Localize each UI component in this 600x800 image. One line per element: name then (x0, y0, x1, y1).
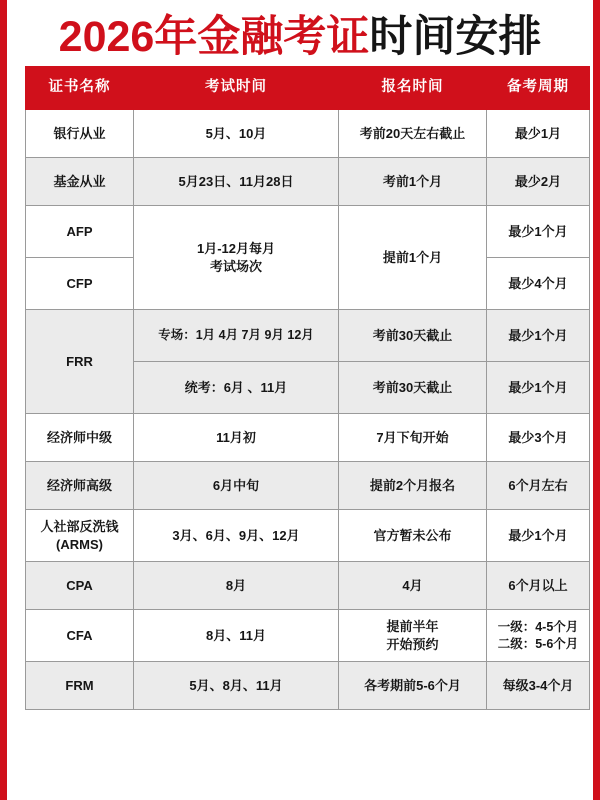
prep-period: 最少1个月 (487, 362, 590, 414)
prep-period: 最少1月 (487, 110, 590, 158)
prep-period: 最少1个月 (487, 206, 590, 258)
signup-time: 提前1个月 (339, 206, 487, 310)
signup-time: 考前20天左右截止 (339, 110, 487, 158)
prep-period: 最少1个月 (487, 310, 590, 362)
signup-time: 考前1个月 (339, 158, 487, 206)
column-header-exam-time: 考试时间 (134, 67, 339, 110)
title-part-year: 2026 (58, 12, 155, 61)
exam-time: 3月、6月、9月、12月 (134, 510, 339, 562)
cert-name: FRM (26, 662, 134, 710)
cert-name-line-2: (ARMS) (56, 536, 103, 552)
exam-time: 统考：6月 、11月 (134, 362, 339, 414)
table-row (26, 662, 590, 710)
prep-period: 最少3个月 (487, 414, 590, 462)
table-row (26, 310, 590, 362)
table-row (26, 158, 590, 206)
exam-time-line-2: 考试场次 (209, 258, 262, 274)
cert-name: 经济师中级 (26, 414, 134, 462)
cert-name: CPA (26, 562, 134, 610)
page-title (7, 0, 593, 66)
cert-name: FRR (26, 310, 134, 414)
column-header-signup-time: 报名时间 (339, 67, 487, 110)
prep-period-line-2: 二级：5-6个月 (497, 636, 579, 651)
table-row (26, 462, 590, 510)
signup-time: 官方暂未公布 (339, 510, 487, 562)
table-row (26, 562, 590, 610)
column-header-name: 证书名称 (26, 67, 134, 110)
table-row (26, 610, 590, 662)
title-part-topic: 金融考证 (197, 12, 370, 61)
cert-name: 银行从业 (26, 110, 134, 158)
prep-period: 每级3-4个月 (487, 662, 590, 710)
prep-period: 最少2月 (487, 158, 590, 206)
table-row (26, 510, 590, 562)
signup-time: 7月下旬开始 (339, 414, 487, 462)
prep-period: 最少1个月 (487, 510, 590, 562)
signup-time: 考前30天截止 (339, 362, 487, 414)
prep-period: 最少4个月 (487, 258, 590, 310)
prep-period (487, 610, 590, 662)
signup-time-line-1: 提前半年 (386, 618, 439, 634)
signup-time (339, 610, 487, 662)
prep-period: 6个月左右 (487, 462, 590, 510)
cert-name: AFP (26, 206, 134, 258)
cert-name: 经济师高级 (26, 462, 134, 510)
exam-time: 8月 (134, 562, 339, 610)
schedule-table (25, 66, 590, 710)
cert-name: CFP (26, 258, 134, 310)
column-header-prep-period: 备考周期 (487, 67, 590, 110)
cert-name: 基金从业 (26, 158, 134, 206)
exam-time-line-1: 1月-12月每月 (196, 240, 276, 256)
exam-time: 11月初 (134, 414, 339, 462)
table-header-row (26, 67, 590, 110)
exam-time (134, 206, 339, 310)
table-row (26, 206, 590, 258)
signup-time: 考前30天截止 (339, 310, 487, 362)
table-row (26, 110, 590, 158)
cert-name (26, 510, 134, 562)
cert-name-line-1: 人社部反洗钱 (40, 518, 119, 534)
exam-time: 5月23日、11月28日 (134, 158, 339, 206)
signup-time: 各考期前5-6个月 (339, 662, 487, 710)
prep-period-line-1: 一级：4-5个月 (497, 619, 579, 634)
prep-period: 6个月以上 (487, 562, 590, 610)
cert-name: CFA (26, 610, 134, 662)
title-part-schedule: 时间安排 (369, 12, 542, 61)
title-text (58, 12, 542, 61)
exam-time: 5月、8月、11月 (134, 662, 339, 710)
exam-time: 5月、10月 (134, 110, 339, 158)
signup-time-line-2: 开始预约 (386, 636, 439, 652)
signup-time: 提前2个月报名 (339, 462, 487, 510)
schedule-table-area (7, 66, 593, 710)
signup-time: 4月 (339, 562, 487, 610)
exam-time: 专场：1月 4月 7月 9月 12月 (134, 310, 339, 362)
exam-time: 8月、11月 (134, 610, 339, 662)
table-row (26, 414, 590, 462)
exam-time: 6月中旬 (134, 462, 339, 510)
title-part-year-suffix: 年 (154, 12, 198, 61)
